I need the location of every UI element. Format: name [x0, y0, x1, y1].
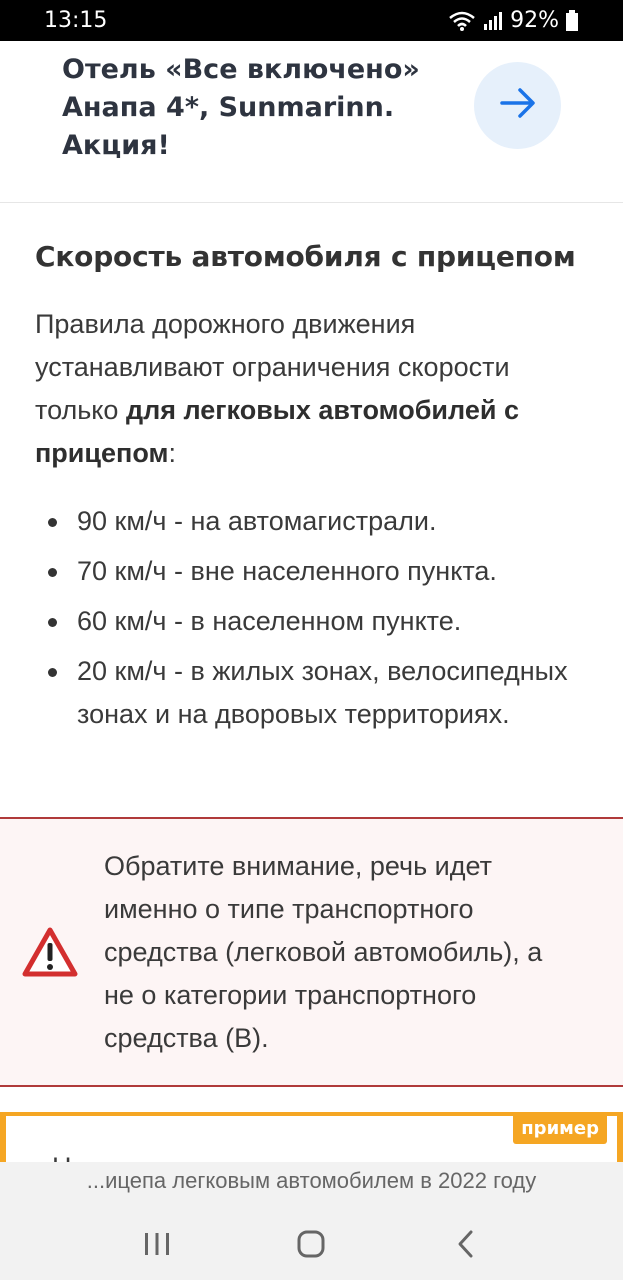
back-icon [455, 1229, 477, 1264]
bullet-icon [48, 618, 57, 627]
battery-text: 92% [510, 8, 559, 33]
battery-icon [565, 10, 579, 32]
speed-limits-list [35, 500, 595, 743]
wifi-icon [448, 10, 476, 32]
list-item-text: 90 км/ч - на автомагистрали. [77, 506, 437, 536]
list-item-text: 20 км/ч - в жилых зонах, велосипедных зонах и на дворовых территориях. [77, 656, 568, 729]
recent-apps-icon [142, 1231, 172, 1262]
ad-banner[interactable] [0, 41, 623, 203]
home-button[interactable] [281, 1216, 341, 1276]
arrow-right-icon [498, 85, 538, 126]
bullet-icon [48, 568, 57, 577]
warning-box [0, 817, 623, 1087]
intro-text-after: : [168, 438, 176, 468]
status-icons [448, 8, 579, 33]
example-badge: пример [513, 1116, 607, 1144]
list-item [35, 600, 595, 643]
section-heading: Скорость автомобиля с прицепом [35, 240, 576, 273]
signal-icon [482, 10, 504, 32]
list-item-text: 60 км/ч - в населенном пункте. [77, 606, 462, 636]
list-item [35, 650, 595, 736]
bottom-bar [0, 1162, 623, 1280]
list-item [35, 550, 595, 593]
back-button[interactable] [436, 1216, 496, 1276]
bullet-icon [48, 518, 57, 527]
list-item [35, 500, 595, 543]
status-bar [0, 0, 623, 41]
home-icon [296, 1229, 326, 1264]
ad-title[interactable]: Отель «Все включено» Анапа 4*, Sunmarinn. Акция! [62, 54, 420, 161]
warning-text: Обратите внимание, речь идет именно о типе транспортного средства (легковой автомобиль), а не о категории транспортного средства (B). [104, 851, 543, 1053]
intro-text-before: Правила дорожного движения устанавливают ограничения скорости только [35, 309, 510, 425]
ad-arrow-button[interactable] [474, 62, 561, 149]
warning-triangle-icon [22, 926, 78, 983]
bullet-icon [48, 668, 57, 677]
intro-bold-text: для легковых автомобилей с прицепом [35, 395, 519, 468]
status-time: 13:15 [44, 8, 108, 33]
intro-paragraph [35, 303, 595, 475]
page-title[interactable]: ...ицепа легковым автомобилем в 2022 году [86, 1168, 537, 1193]
list-item-text: 70 км/ч - вне населенного пункта. [77, 556, 497, 586]
system-nav-bar [0, 1212, 623, 1280]
recent-apps-button[interactable] [127, 1216, 187, 1276]
